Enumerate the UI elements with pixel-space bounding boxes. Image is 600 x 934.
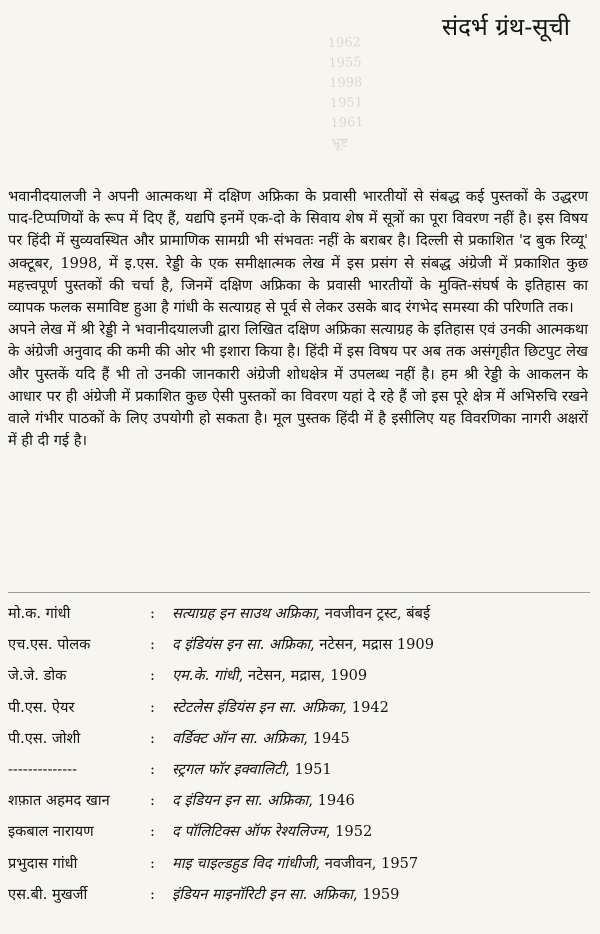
entry-author: प्रभुदास गांधी — [8, 854, 78, 872]
bleed-line: 1961 — [330, 115, 364, 132]
section-divider — [8, 592, 590, 593]
entry-details: , नटेसन, मद्रास 1909 — [310, 636, 434, 654]
bibliography-list — [8, 598, 590, 910]
bibliography-entry — [8, 692, 590, 723]
intro-paragraph-2: अपने लेख में श्री रेड्डी ने भवानीदयालजी द्वारा लिखित दक्षिण अफ्रिका सत्याग्रह के इतिहास एवं उनकी आत्मकथा के अंग्रेजी अनुवाद की कमी की ओर भी इशारा किया है। हिंदी में इस विषय पर अब तक असंगृहीत छिटपुट लेख और पुस्तकें यदि हैं भी तो उनकी जानकारी अंग्रेजी शोधक्षेत्र में उपलब्ध नहीं है। हम श्री रेड्डी के आकलन के आधार पर ही अंग्रेजी में प्रकाशित कुछ ऐसी पुस्तकों का विवरण यहां दे रहे हैं जो इस पूरे क्षेत्र में अभिरुचि रखने वाले गंभीर पाठकों के लिए उपयोगी हो सकता है। मूल पुस्तक हिंदी में है इसीलिए यह विवरणिका नागरी अक्षरों में ही दी गई है। — [8, 321, 588, 450]
entry-author: एच.एस. पोलक — [8, 636, 91, 654]
bleed-line: 1951 — [329, 95, 364, 112]
entry-author: एस.बी. मुखर्जी — [8, 885, 88, 903]
entry-details: , नवजीवन ट्रस्ट, बंबई — [315, 605, 431, 622]
entry-title: माइ चाइल्डहुड विद गांधीजी — [172, 854, 316, 872]
entry-details: , 1946 — [308, 792, 355, 810]
entry-separator: : — [150, 854, 155, 872]
entry-separator: : — [150, 636, 155, 654]
bleed-through-text — [327, 26, 572, 184]
bibliography-entry — [8, 848, 590, 879]
entry-details: , 1952 — [325, 823, 373, 841]
intro-text — [8, 186, 588, 452]
bibliography-entry — [8, 660, 590, 691]
bleed-line: 1998 — [328, 75, 363, 92]
bibliography-entry — [8, 723, 590, 754]
entry-title: द इंडियन इन सा. अफ्रिका — [172, 792, 309, 810]
bibliography-entry — [8, 879, 590, 910]
entry-separator: : — [150, 761, 155, 779]
entry-separator: : — [150, 823, 155, 841]
entry-title: सत्याग्रह इन साउथ अफ्रिका — [172, 605, 316, 622]
entry-author: शफ़ात अहमद खान — [8, 792, 110, 810]
entry-title: स्ट्रगल फॉर इक्वालिटी — [172, 761, 286, 779]
entry-separator: : — [150, 792, 155, 810]
entry-title: एम.के. गांधी — [172, 667, 239, 685]
page-title: संदर्भ ग्रंथ-सूची — [441, 13, 570, 41]
bleed-line: भ्रूष्ट — [331, 135, 349, 152]
entry-separator: : — [150, 729, 155, 747]
entry-separator: : — [150, 605, 155, 622]
entry-title: द पॉलिटिक्स ऑफ रेश्यलिज्म — [172, 823, 326, 841]
entry-details: , नवजीवन, 1957 — [315, 854, 419, 872]
entry-author: मो.क. गांधी — [8, 605, 71, 622]
entry-details: , 1951 — [285, 761, 332, 779]
entry-separator: : — [150, 698, 155, 716]
entry-details: , 1945 — [303, 729, 350, 747]
entry-author: -------------- — [8, 761, 78, 779]
bibliography-entry — [8, 754, 590, 785]
entry-title: स्टेटलेस इंडियंस इन सा. अफ्रिका — [172, 698, 343, 716]
bibliography-entry — [8, 598, 590, 629]
entry-author: इकबाल नारायण — [8, 823, 94, 841]
intro-paragraph-1: भवानीदयालजी ने अपनी आत्मकथा में दक्षिण अफ्रिका के प्रवासी भारतीयों से संबद्ध कई पुस्तकों के उद्धरण पाद-टिप्पणियों के रूप में दिए हैं, यद्यपि इनमें एक-दो के सिवाय शेष में सूत्रों का पूरा विवरण नहीं है। इस विषय पर हिंदी में सुव्यवस्थित और प्रामाणिक सामग्री भी संभवतः नहीं के बराबर है। दिल्ली से प्रकाशित 'द बुक रिव्यू' अक्टूबर, 1998, में इ.एस. रेड्डी के एक समीक्षात्मक लेख में इस प्रसंग से संबद्ध अंग्रेजी में प्रकाशित कुछ महत्त्वपूर्ण पुस्तकों की चर्चा है, जिनमें दक्षिण अफ्रिका के प्रवासी भारतीयों के मुक्ति-संघर्ष के इतिहास का व्यापक फलक समाविष्ट हुआ है गांधी के सत्याग्रह से पूर्व से लेकर उसके बाद रंगभेद समस्या की परिणति तक। — [8, 188, 588, 317]
bleed-line: 1955 — [328, 55, 362, 72]
entry-title: वर्डिक्ट ऑन सा. अफ्रिका — [172, 729, 304, 747]
bibliography-entry — [8, 629, 590, 660]
entry-details: , 1942 — [342, 698, 389, 716]
entry-details: , 1959 — [353, 885, 400, 903]
bleed-line: 1962 — [327, 35, 362, 52]
entry-author: जे.जे. डोक — [8, 667, 67, 685]
entry-author: पी.एस. ऐयर — [8, 698, 75, 716]
entry-author: पी.एस. जोशी — [8, 729, 81, 747]
entry-title: इंडियन माइनॉरिटी इन सा. अफ्रिका — [172, 885, 354, 903]
entry-separator: : — [150, 667, 155, 685]
bibliography-entry — [8, 785, 590, 816]
entry-details: , नटेसन, मद्रास, 1909 — [238, 667, 368, 685]
bibliography-entry — [8, 816, 590, 847]
entry-separator: : — [150, 885, 155, 903]
entry-title: द इंडियंस इन सा. अफ्रिका — [172, 636, 311, 654]
